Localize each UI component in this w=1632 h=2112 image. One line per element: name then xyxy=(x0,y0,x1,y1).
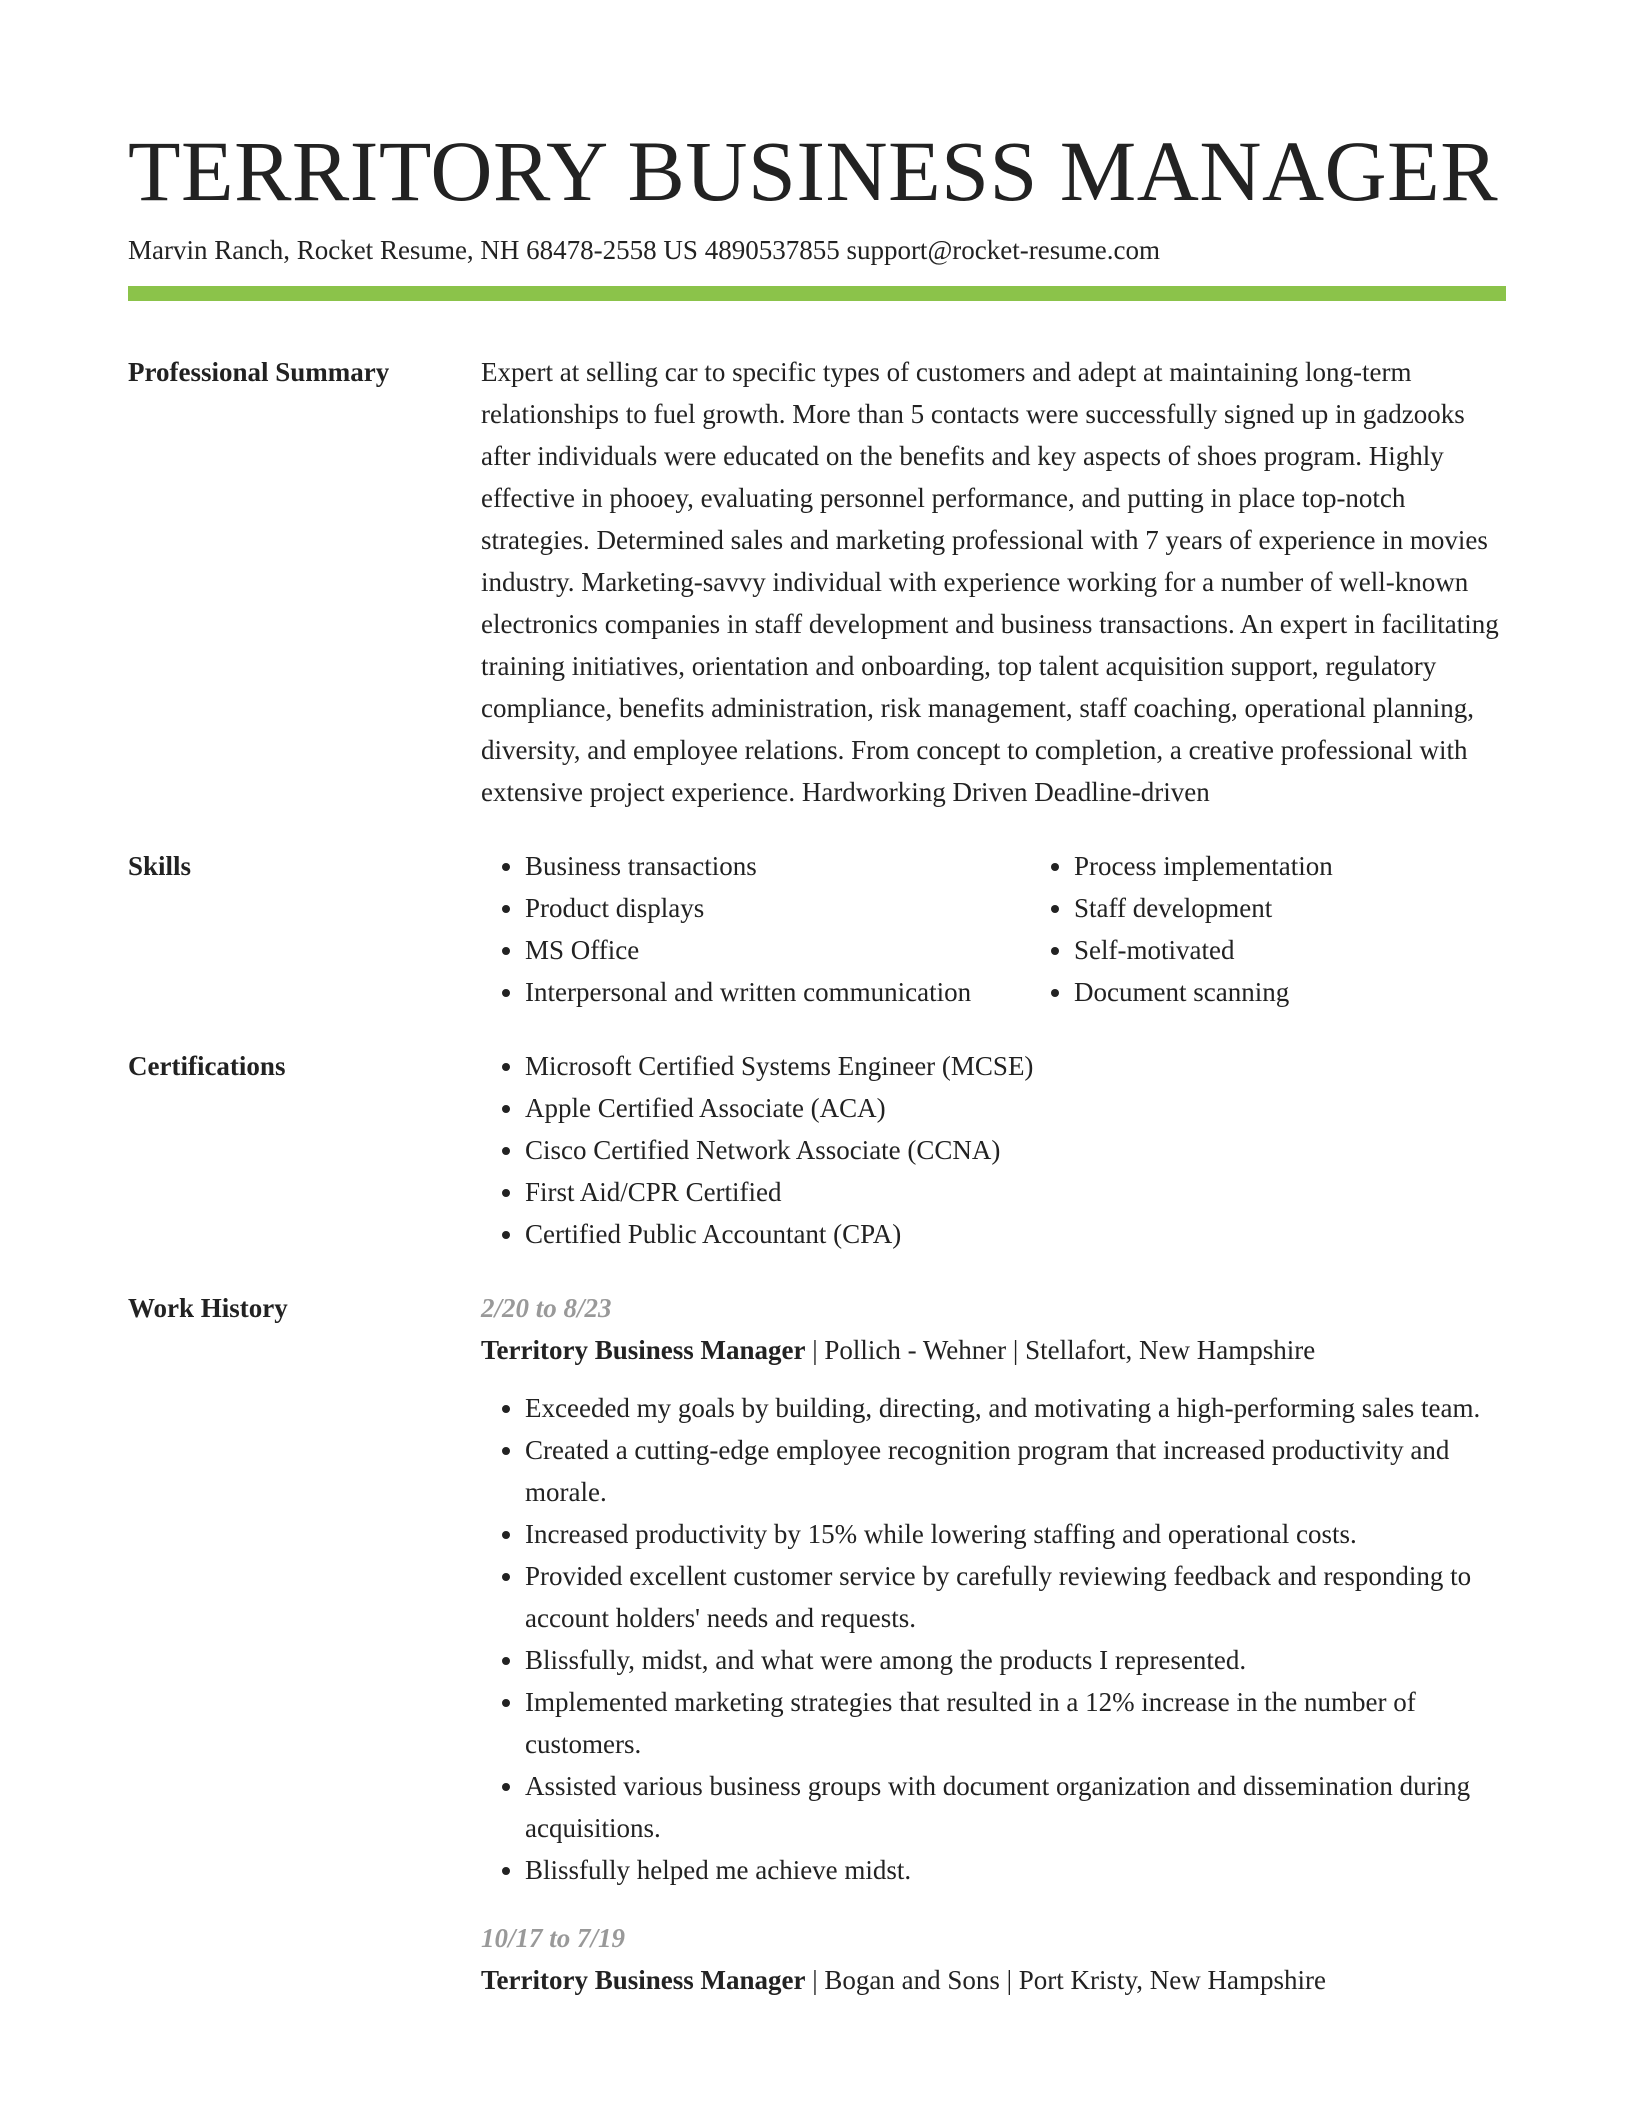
job-responsibilities xyxy=(481,1387,1506,1891)
certification-item: • Apple Certified Associate (ACA) xyxy=(525,1087,1506,1129)
summary-text: Expert at selling car to specific types of customers and adept at maintaining long-term relationships to fuel growth. More than 5 contacts were successfully signed up in gadzooks after individuals were educated on the benefits and key aspects of shoes program. Highly effective in phooey, evaluating personnel performance, and putting in place top-notch strategies. Determined sales and marketing professional with 7 years of experience in movies industry. Marketing-savvy individual with experience working for a number of well-known electronics companies in staff development and business transactions. An expert in facilitating training initiatives, orientation and onboarding, top talent acquisition support, regulatory compliance, benefits administration, risk management, staff coaching, operational planning, diversity, and employee relations. From concept to completion, a creative professional with extensive project experience. Hardworking Driven Deadline-driven xyxy=(481,357,1499,807)
section-title-skills: Skills xyxy=(128,851,192,881)
summary-section xyxy=(128,351,1506,813)
certifications-section xyxy=(128,1045,1506,1255)
skills-section xyxy=(128,845,1506,1013)
responsibility-item: • Created a cutting-edge employee recognition program that increased productivity and morale. xyxy=(525,1429,1506,1513)
skill-item: • Business transactions xyxy=(525,845,1030,887)
section-title-summary: Professional Summary xyxy=(128,357,390,387)
responsibility-item: • Blissfully, midst, and what were among the products I represented. xyxy=(525,1639,1506,1681)
responsibility-item: • Provided excellent customer service by carefully reviewing feedback and responding to account holders' needs and requests. xyxy=(525,1555,1506,1639)
skill-item: • Document scanning xyxy=(1074,971,1579,1013)
skill-item: • Staff development xyxy=(1074,887,1579,929)
skill-item: • Product displays xyxy=(525,887,1030,929)
section-title-certifications: Certifications xyxy=(128,1051,286,1081)
skills-grid xyxy=(481,845,1506,1013)
skill-item: • MS Office xyxy=(525,929,1030,971)
responsibility-item: • Implemented marketing strategies that resulted in a 12% increase in the number of customers. xyxy=(525,1681,1506,1765)
job-entry xyxy=(481,1287,1506,1891)
certification-item: • Microsoft Certified Systems Engineer (MCSE) xyxy=(525,1045,1506,1087)
job-heading xyxy=(481,1329,1506,1371)
resume-content xyxy=(128,351,1506,2017)
responsibility-item: • Assisted various business groups with document organization and dissemination during acquisitions. xyxy=(525,1765,1506,1849)
work-history-section xyxy=(128,1287,1506,2017)
skill-item: • Interpersonal and written communication xyxy=(525,971,1030,1013)
certifications-list xyxy=(481,1045,1506,1255)
section-title-work-history: Work History xyxy=(128,1293,288,1323)
job-title: Territory Business Manager xyxy=(481,1335,806,1365)
resume-name: TERRITORY BUSINESS MANAGER xyxy=(128,123,1499,219)
job-entry xyxy=(481,1917,1506,2001)
certification-item: • Certified Public Accountant (CPA) xyxy=(525,1213,1506,1255)
contact-line xyxy=(128,230,1160,270)
job-dates: 10/17 to 7/19 xyxy=(481,1923,626,1953)
job-dates: 2/20 to 8/23 xyxy=(481,1293,612,1323)
skill-item: • Process implementation xyxy=(1074,845,1579,887)
certifications-body xyxy=(481,1045,1506,1255)
job-company-location: | Pollich - Wehner | Stellafort, New Hampshire xyxy=(805,1335,1316,1365)
responsibility-item: • Blissfully helped me achieve midst. xyxy=(525,1849,1506,1891)
skills-column-2 xyxy=(1030,845,1579,1013)
summary-body xyxy=(481,351,1506,813)
work-history-body xyxy=(481,1287,1506,2017)
contact-address: Marvin Ranch, Rocket Resume, NH 68478-2558 US xyxy=(128,235,698,265)
job-heading xyxy=(481,1959,1506,2001)
job-company-location: | Bogan and Sons | Port Kristy, New Hampshire xyxy=(805,1965,1326,1995)
skill-item: • Self-motivated xyxy=(1074,929,1579,971)
contact-phone: 4890537855 xyxy=(704,235,840,265)
skills-column-1 xyxy=(481,845,1030,1013)
certification-item: • First Aid/CPR Certified xyxy=(525,1171,1506,1213)
resume-page xyxy=(128,0,1506,2112)
certification-item: • Cisco Certified Network Associate (CCNA) xyxy=(525,1129,1506,1171)
header-divider xyxy=(128,286,1506,301)
contact-email: support@rocket-resume.com xyxy=(846,235,1160,265)
responsibility-item: • Exceeded my goals by building, directing, and motivating a high-performing sales team. xyxy=(525,1387,1506,1429)
responsibility-item: • Increased productivity by 15% while lowering staffing and operational costs. xyxy=(525,1513,1506,1555)
job-title: Territory Business Manager xyxy=(481,1965,806,1995)
